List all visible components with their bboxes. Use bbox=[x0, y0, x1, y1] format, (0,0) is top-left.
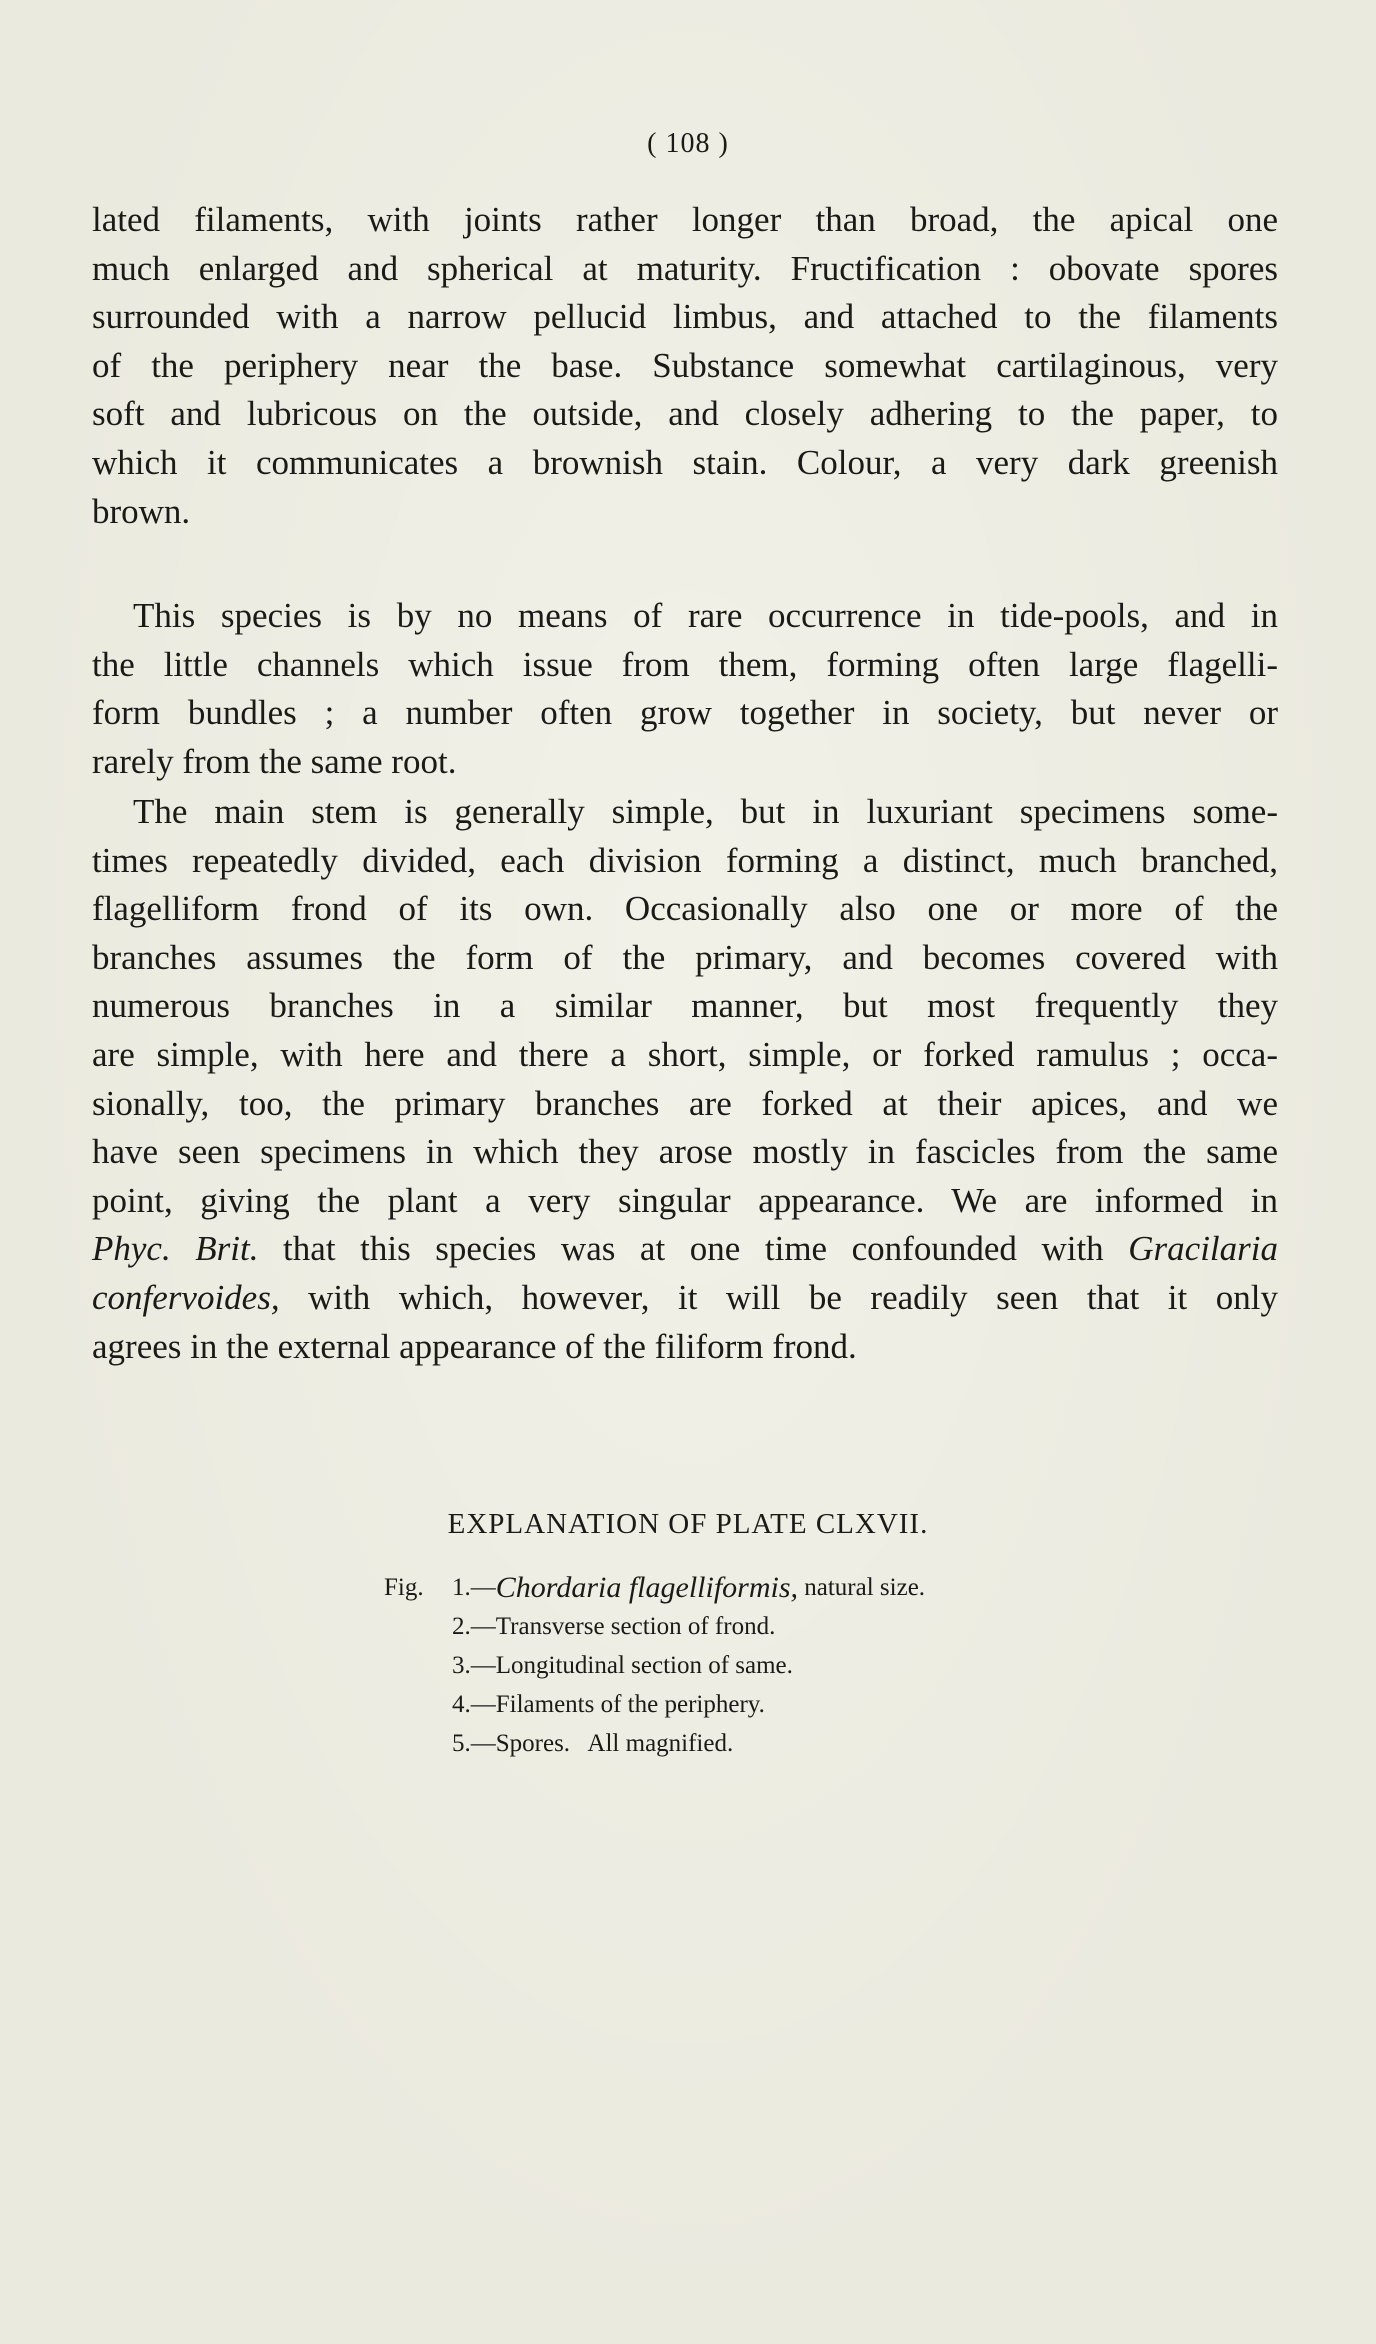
text-line: brown. bbox=[92, 491, 191, 531]
figure-number: 1.— bbox=[452, 1574, 496, 1601]
text-line: agrees in the external appearance of the filiform frond. bbox=[92, 1326, 857, 1366]
text-line: times repeatedly divided, each division forming a distinct, much branched, bbox=[92, 840, 1278, 880]
occurrence-paragraph bbox=[92, 592, 1278, 786]
figure-item bbox=[384, 1724, 925, 1763]
structure-paragraph bbox=[92, 788, 1278, 1371]
text-line: The main stem is generally simple, but in luxuriant specimens some- bbox=[133, 792, 1278, 831]
text-line: lated filaments, with joints rather longer than broad, the apical one bbox=[92, 200, 1278, 239]
italic-species-name: confervoides, bbox=[92, 1277, 280, 1317]
figure-item bbox=[384, 1607, 925, 1646]
text-line: This species is by no means of rare occurrence in tide-pools, and in bbox=[133, 596, 1278, 635]
text-line bbox=[92, 1225, 1278, 1274]
figure-caption: natural size. bbox=[798, 1574, 926, 1601]
plate-explanation-title: EXPLANATION OF PLATE CLXVII. bbox=[447, 1508, 929, 1540]
text-line: form bundles ; a number often grow together in society, but never or bbox=[92, 693, 1278, 733]
text-line: surrounded with a narrow pellucid limbus, and attached to the filaments bbox=[92, 297, 1278, 337]
italic-citation: Phyc. Brit. bbox=[92, 1229, 259, 1269]
figure-item bbox=[384, 1646, 925, 1685]
text-line: branches assumes the form of the primary, and becomes covered with bbox=[92, 937, 1278, 977]
figure-caption: 3.—Longitudinal section of same. bbox=[452, 1652, 793, 1679]
plate-figure-list bbox=[384, 1568, 925, 1763]
text-line: numerous branches in a similar manner, but most frequently they bbox=[92, 986, 1278, 1026]
text-line: sionally, too, the primary branches are forked at their apices, and we bbox=[92, 1083, 1278, 1123]
figure-caption: 5.—Spores. All magnified. bbox=[452, 1730, 734, 1757]
text-line bbox=[92, 1274, 1278, 1323]
figure-item bbox=[384, 1685, 925, 1724]
figure-item bbox=[384, 1568, 925, 1607]
text-line: the little channels which issue from them, forming often large flagelli- bbox=[92, 644, 1278, 684]
figure-caption: 2.—Transverse section of frond. bbox=[452, 1613, 776, 1640]
text-run: with which, however, it will be readily seen that it only bbox=[279, 1277, 1278, 1317]
figure-label: Fig. bbox=[384, 1574, 424, 1601]
text-line: which it communicates a brownish stain. Colour, a very dark greenish bbox=[92, 442, 1278, 482]
text-run: that this species was at one time confounded with bbox=[258, 1229, 1129, 1269]
description-paragraph bbox=[92, 196, 1278, 536]
text-line: much enlarged and spherical at maturity. Fructification : obovate spores bbox=[92, 248, 1278, 288]
page-number: ( 108 ) bbox=[647, 128, 729, 159]
text-line: rarely from the same root. bbox=[92, 741, 457, 781]
text-line: flagelliform frond of its own. Occasionally also one or more of the bbox=[92, 889, 1278, 929]
text-line: are simple, with here and there a short, simple, or forked ramulus ; occa- bbox=[92, 1034, 1278, 1074]
text-line: have seen specimens in which they arose mostly in fascicles from the same bbox=[92, 1132, 1278, 1172]
italic-species-name: Gracilaria bbox=[1128, 1229, 1278, 1269]
text-line: soft and lubricous on the outside, and closely adhering to the paper, to bbox=[92, 394, 1278, 434]
figure-species-name: Chordaria flagelliformis, bbox=[495, 1571, 799, 1604]
text-line: point, giving the plant a very singular appearance. We are informed in bbox=[92, 1180, 1278, 1220]
figure-caption: 4.—Filaments of the periphery. bbox=[452, 1691, 765, 1718]
text-line: of the periphery near the base. Substance somewhat cartilaginous, very bbox=[92, 345, 1278, 385]
